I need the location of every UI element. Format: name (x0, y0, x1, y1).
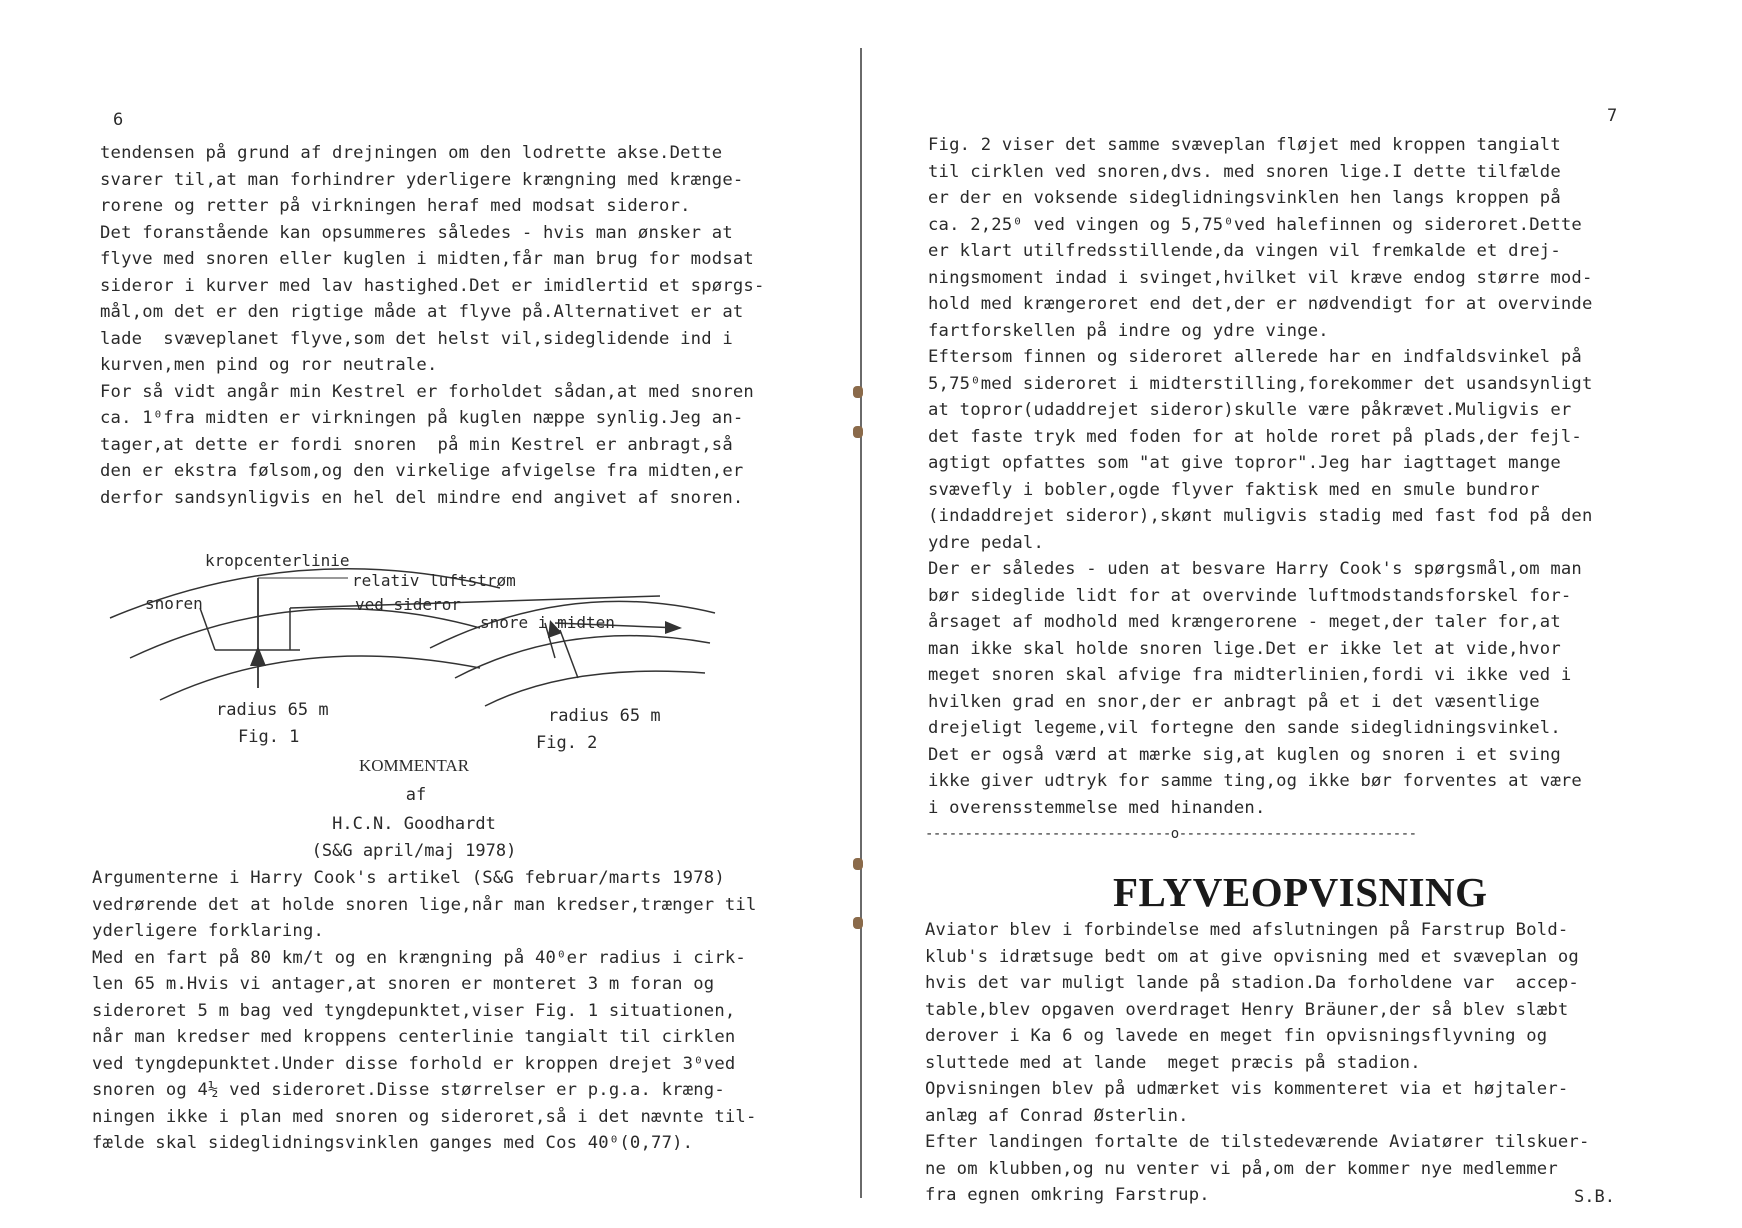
section-headline: FLYVEOPVISNING (1113, 869, 1488, 915)
fig1-caption: Fig. 1 (238, 727, 300, 747)
left-page (0, 0, 862, 1228)
body-paragraph: Fig. 2 viser det samme svæveplan fløjet med kroppen tangialt til cirklen ved snoren,dvs. med snoren lige.I dette tilfælde er der en voksende sideglidningsvinklen hen langs kroppen på ca. 2,25⁰ ved vingen og 5,75⁰ved halefinnen og sideroret.Dette er klart utilfredsstillende,da vingen vil fremkalde et drej- ningsmoment indad i svinget,hvilket vil kræve endog større mod- hold med krængeroret end det,der er nødvendigt for at overvinde fartforskellen på indre og ydre vinge. Eftersom finnen og sideroret allerede har en indfaldsvinkel på 5,75⁰med sideroret i midterstilling,forekommer det usandsynligt at topror(udaddrejet sideror)skulle være påkrævet.Muligvis er det faste tryk med foden for at holde roret på plads,der fejl- agtigt opfattes som "at give topror".Jeg har iagttaget mange svævefly i bobler,ogde flyver faktisk med en smule bundror (indaddrejet sideror),skønt muligvis stadig med fast fod på den ydre pedal. Der er således - uden at besvare Harry Cook's spørgsmål,om man bør sideglide lidt for at overvinde luftmodstandsforskel for- årsaget af modhold med krængerorene - meget,der taler for,at man ikke skal holde snoren lige.Det er ikke let at vide,hvor meget snoren skal afvige fra midterlinien,fordi vi ikke ved i hvilken grad en snor,der er anbragt på et i det væsentlige drejeligt legeme,vil fortegne den sande sideglidningsvinkel. Det er også værd at mærke sig,at kuglen og snoren i et sving ikke giver udtryk for samme ting,og ikke bør forventes at være i overensstemmelse med hinanden. (928, 135, 1593, 818)
body-paragraph: tendensen på grund af drejningen om den lodrette akse.Dette svarer til,at man forhindrer yderligere krængning med krænge- rorene og retter på virkningen heraf med modsat sideror. Det foranstående kan opsummeres således - hvis man ønsker at flyve med snoren eller kuglen i midten,får man brug for modsat sideror i kurver med lav hastighed.Det er imidlertid et spørgs- mål,om det er den rigtige måde at flyve på.Alternativet er at lade svæveplanet flyve,som det helst vil,sideglidende ind i kurven,men pind og ror neutrale. For så vidt angår min Kestrel er forholdet sådan,at med snoren ca. 1⁰fra midten er virkningen på kuglen næppe synlig.Jeg an- tager,at dette er fordi snoren på min Kestrel er anbragt,så den er ekstra følsom,og den virkelige afvigelse fra midten,er derfor sandsynligvis en hel del mindre end angivet af snoren. (100, 143, 765, 508)
fig1-radius-label: radius 65 m (216, 700, 329, 720)
comment-af: af (405, 785, 427, 805)
fig2-caption: Fig. 2 (536, 733, 598, 753)
comment-author: H.C.N. Goodhardt (332, 814, 496, 834)
figure-label: kropcenterlinie (205, 551, 350, 570)
fig1-arc-middle (130, 609, 480, 658)
fig2-line-radius (560, 630, 578, 678)
page-number: 6 (113, 110, 124, 130)
figure-label: snoren (145, 594, 203, 613)
fig1-arc-inner (160, 656, 480, 700)
body-paragraph: Aviator blev i forbindelse med afslutningen på Farstrup Bold- klub's idrætsuge bedt om at give opvisning med et svæveplan og hvis det var muligt lande på stadion.Da forholdene var accep- table,blev opgaven overdraget Henry Bräuner,der så blev slæbt derover i Ka 6 og lavede en meget fin opvisningsflyvning og sluttede med at lande meget præcis på stadion. Opvisningen blev på udmærket vis kommenteret via et højtaler- anlæg af Conrad Østerlin. Efter landingen fortalte de tilstedeværende Aviatører tilskuer- ne om klubben,og nu venter vi på,om der kommer nye medlemmer fra egnen omkring Farstrup. (925, 920, 1590, 1205)
signature: S.B. (1574, 1187, 1615, 1207)
figure-label: ved sideror (355, 595, 461, 614)
comment-title: KOMMENTAR (358, 756, 470, 775)
fig2-arrow-right (665, 621, 682, 634)
fig1-arrow-up (250, 646, 266, 666)
fig2-arc-inner (485, 671, 705, 706)
figure-diagram (100, 548, 800, 748)
fig1-line-snor (200, 608, 215, 650)
fig2-radius-label: radius 65 m (548, 706, 661, 726)
section-divider: -------------------------------o------------------------------ (925, 826, 1417, 842)
page-number: 7 (1607, 106, 1618, 126)
comment-source: (S&G april/maj 1978) (311, 841, 517, 861)
figure-label: snore i midten (480, 613, 615, 632)
figure-label: relativ luftstrøm (352, 571, 516, 590)
body-paragraph: Argumenterne i Harry Cook's artikel (S&G februar/marts 1978) vedrørende det at holde snoren lige,når man kredser,trænger til yderligere forklaring. Med en fart på 80 km/t og en krængning på 40⁰er radius i cirk- len 65 m.Hvis vi antager,at snoren er monteret 3 m foran og sideroret 5 m bag ved tyngdepunktet,viser Fig. 1 situationen, når man kredser med kroppens centerlinie tangialt til cirklen ved tyngdepunktet.Under disse forhold er kroppen drejet 3⁰ved snoren og 4½ ved sideroret.Disse størrelser er p.g.a. kræng- ningen ikke i plan med snoren og sideroret,så i det nævnte til- fælde skal sideglidningsvinklen ganges med Cos 40⁰(0,77). (92, 868, 757, 1153)
